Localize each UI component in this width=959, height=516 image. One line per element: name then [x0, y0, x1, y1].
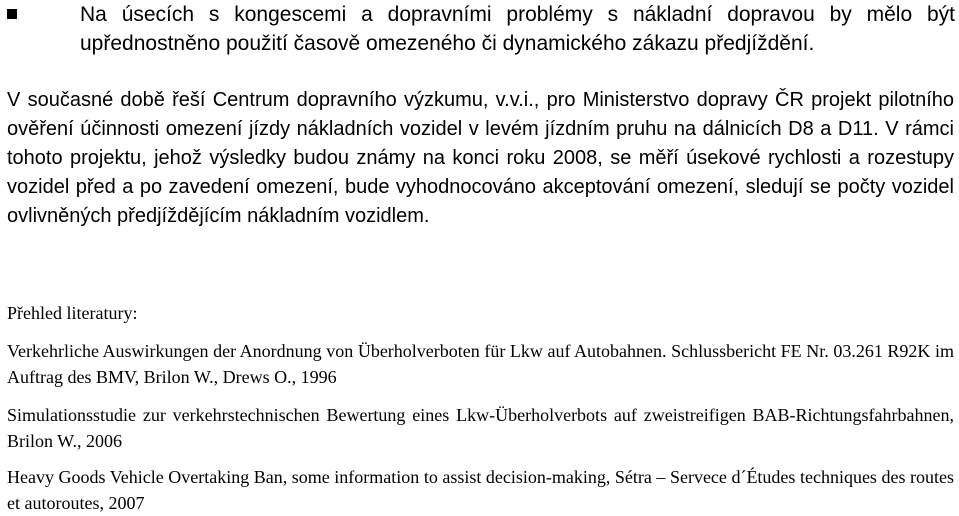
reference-item: Heavy Goods Vehicle Overtaking Ban, some information to assist decision-making, Sétra – Servece d´Études techniques des routes et autoroutes, 2007 — [7, 467, 954, 513]
reference-item: Simulationsstudie zur verkehrstechnischen Bewertung eines Lkw-Überholverbots auf zweistreifigen BAB-Richtungsfahrbahnen, Brilon W., 2006 — [7, 405, 954, 451]
literature-heading: Přehled literatury: — [7, 303, 138, 323]
bullet-item-text: Na úsecích s kongescemi a dopravními problémy s nákladní dopravou by mělo být upřednostněno použití časově omezeného či dynamického zákazu předjíždění. — [80, 3, 955, 55]
reference-item: Verkehrliche Auswirkungen der Anordnung von Überholverboten für Lkw auf Autobahnen. Schlussbericht FE Nr. 03.261 R92K im Auftrag des BMV, Brilon W., Drews O., 1996 — [7, 341, 954, 387]
square-bullet-icon — [7, 9, 17, 19]
body-paragraph: V současné době řeší Centrum dopravního výzkumu, v.v.i., pro Ministerstvo dopravy ČR projekt pilotního ověření účinnosti omezení jízdy nákladních vozidel v levém jízdním pruhu na dálnicích D8 a D11. V rámci tohoto projektu, jehož výsledky budou známy na konci roku 2008, se měří úsekové rychlosti a rozestupy vozidel před a po zavedení omezení, bude vyhodnocováno akceptování omezení, sledují se počty vozidel ovlivněných předjíždějícím nákladním vozidlem. — [7, 89, 954, 227]
